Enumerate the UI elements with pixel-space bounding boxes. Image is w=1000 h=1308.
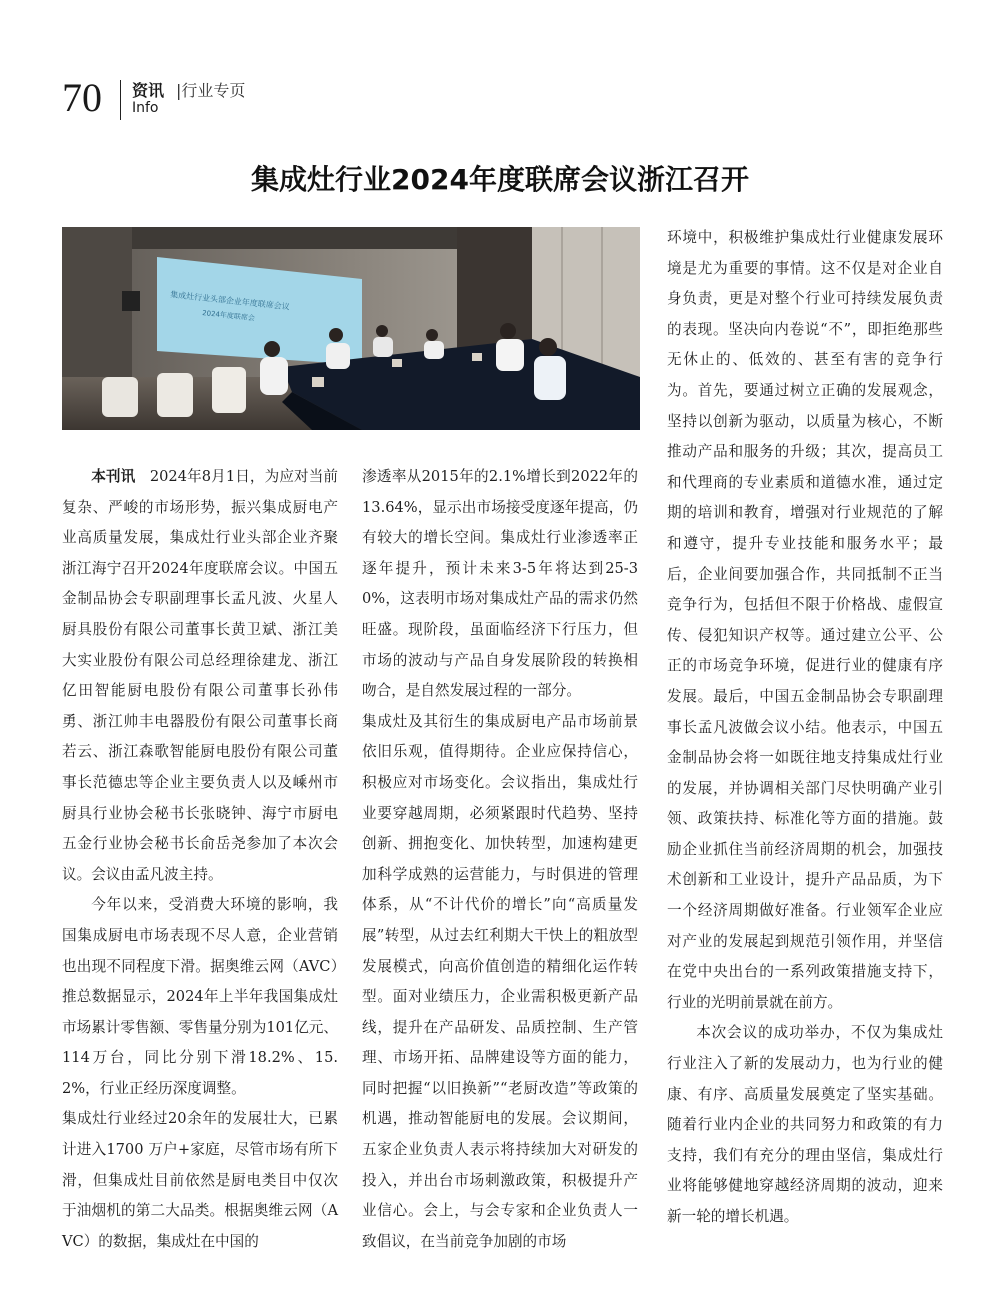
photo-banner-line-2: 2024年度联席会 — [201, 309, 256, 323]
paragraph-market-decline: 今年以来，受消费大环境的影响，我国集成厨电市场表现不尽人意，企业营销也出现不同程度下滑。据奥维云网（AVC）推总数据显示，2024年上半年我国集成灶市场累计零售额、零售量分别为101亿元、114万台，同比分别下滑18.2%、15.2%，行业正经历深度调整。 — [62, 896, 338, 1097]
article-column-1 — [62, 462, 338, 1257]
paragraph-conclusion: 本次会议的成功举办，不仅为集成灶行业注入了新的发展动力，也为行业的健康、有序、高质量发展奠定了坚实基础。随着行业内企业的共同努力和政策的有力支持，我们有充分的理由坚信，集成灶行业将能够健地穿越经济周期的波动，迎来新一轮的增长机遇。 — [667, 1024, 943, 1225]
paragraph-penetration: 渗透率从2015年的2.1%增长到2022年的13.64%，显示出市场接受度逐年提高，仍有较大的增长空间。集成灶行业渗透率正逐年提升，预计未来3-5年将达到25-30%，这表明市场对集成灶产品的需求仍然旺盛。现阶段，虽面临经济下行压力，但市场的波动与产品自身发展阶段的转换相吻合，是自然发展过程的一部分。 — [362, 468, 638, 700]
article-column-3 — [667, 223, 943, 1233]
page-number: 70 — [62, 75, 102, 120]
section-label: 资讯 — [132, 81, 165, 100]
meeting-photo-illustration — [62, 227, 640, 430]
section-label-english: Info — [132, 100, 159, 116]
meeting-photo — [62, 227, 640, 430]
paragraph-intro — [62, 462, 338, 890]
paragraph-market-scale: 集成灶行业经过20余年的发展壮大，已累计进入1700 万户+家庭，尽管市场有所下滑，但集成灶目前依然是厨电类目中仅次于油烟机的第二大品类。根据奥维云网（AVC）的数据，集成灶在中国的 — [62, 1110, 338, 1250]
paragraph-outlook: 集成灶及其衍生的集成厨电产品市场前景依旧乐观，值得期待。企业应保持信心，积极应对市场变化。会议指出，集成灶行业要穿越周期，必须紧跟时代趋势、坚持创新、拥抱变化、加快转型，加速构建更加科学成熟的运营能力，与时俱进的管理体系，从“不计代价的增长”向“高质量发展”转型，从过去红利期大干快上的粗放型发展模式，向高价值创造的精细化运作转型。面对业绩压力，企业需积极更新产品线，提升在产品研发、品质控制、生产管理、市场开拓、品牌建设等方面的能力，同时把握“以旧换新”“老厨改造”等政策的机遇，推动智能厨电的发展。会议期间，五家企业负责人表示将持续加大对研发的投入，并出台市场刺激政策，积极提升产业信心。会上，与会专家和企业负责人一致倡议，在当前竞争加剧的市场 — [362, 712, 638, 1250]
header-divider — [120, 80, 121, 120]
article-title: 集成灶行业2024年度联席会议浙江召开 — [251, 163, 749, 196]
article-column-2 — [362, 462, 638, 1257]
paragraph-intro-text: 2024年8月1日，为应对当前复杂、严峻的市场形势，振兴集成厨电产业高质量发展，集成灶行业头部企业齐聚浙江海宁召开2024年度联席会议。中国五金制品协会专职副理事长孟凡波、火星人厨具股份有限公司董事长黄卫斌、浙江美大实业股份有限公司总经理徐建龙、浙江亿田智能厨电股份有限公司董事长孙伟勇、浙江帅丰电器股份有限公司董事长商若云、浙江森歌智能厨电股份有限公司董事长范德忠等企业主要负责人以及嵊州市厨具行业协会秘书长张晓钟、海宁市厨电五金行业协会秘书长俞岳尧参加了本次会议。会议由孟凡波主持。 — [62, 468, 338, 883]
paragraph-competition: 环境中，积极维护集成灶行业健康发展环境是尤为重要的事情。这不仅是对企业自身负责，更是对整个行业可持续发展负责的表现。坚决向内卷说“不”，即拒绝那些无休止的、低效的、甚至有害的竞争行为。首先，要通过树立正确的发展观念，坚持以创新为驱动，以质量为核心，不断推动产品和服务的升级；其次，提高员工和代理商的专业素质和道德水准，通过定期的培训和教育，增强对行业规范的了解和遵守，提升专业技能和服务水平；最后，企业间要加强合作，共同抵制不正当竞争行为，包括但不限于价格战、虚假宣传、侵犯知识产权等。通过建立公平、公正的市场竞争环境，促进行业的健康有序发展。最后，中国五金制品协会专职副理事长孟凡波做会议小结。他表示，中国五金制品协会将一如既往地支持集成灶行业的发展，并协调相关部门尽快明确产业引领、政策扶持、标准化等方面的措施。鼓励企业抓住当前经济周期的机会，加强技术创新和工业设计，提升产品品质，为下一个经济周期做好准备。行业领军企业应对产业的发展起到规范引领作用，并坚信在党中央出台的一系列政策措施支持下，行业的光明前景就在前方。 — [667, 229, 943, 1011]
section-subtitle: |行业专页 — [176, 81, 246, 100]
photo-banner-line-1: 集成灶行业头部企业年度联席会议 — [169, 290, 291, 312]
lead-label: 本刊讯 — [91, 468, 136, 485]
